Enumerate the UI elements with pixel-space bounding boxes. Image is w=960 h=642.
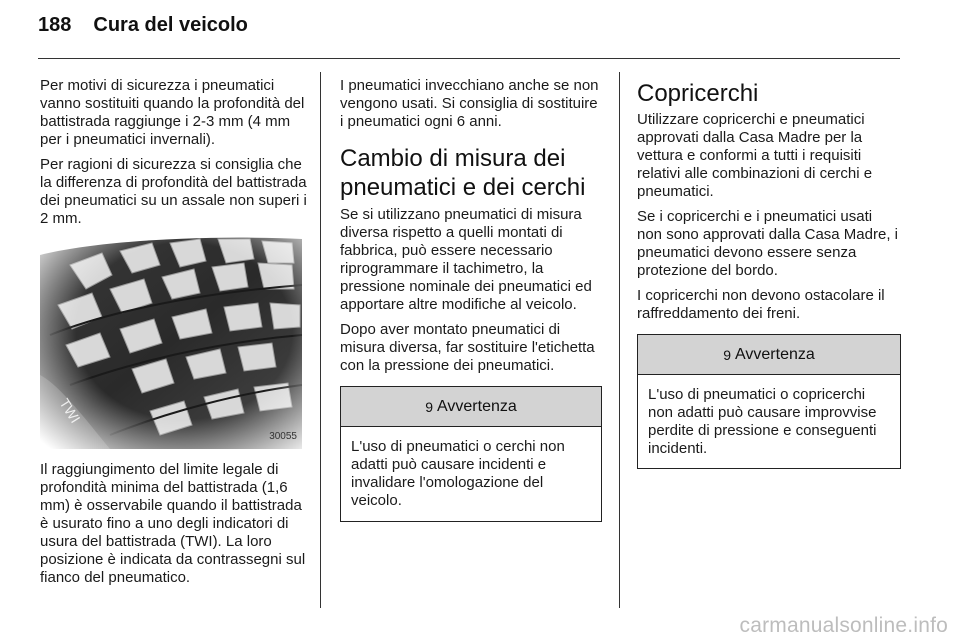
- paragraph-pressure-label: Dopo aver montato pneumatici di misura diversa, far sostituire l'etichetta con la pressione dei pneumatici.: [340, 321, 595, 374]
- paragraph-twi: Il raggiungimento del limite legale di profondità minima del battistrada (1,6 mm) è osservabile quando il battistrada è usurato fino a uno degli indicatori di usura del battistrada (TWI). La loro posizione è indicata da contrassegni sul fianco del pneumatico.: [40, 461, 306, 586]
- watermark: carmanualsonline.info: [739, 614, 948, 637]
- paragraph-different-size: Se si utilizzano pneumatici di misura diversa rispetto a quelli montati di fabbrica, può essere necessario riprogrammare il tachimetro, la pressione nominale dei pneumatici ed apportare altre modifiche al veicolo.: [340, 206, 592, 313]
- warning-text: L'uso di pneumatici o copricerchi non adatti può causare improvvise perdite di pressione e conseguenti incidenti.: [648, 386, 877, 457]
- paragraph-rim-protection: Se i copricerchi e i pneumatici usati non sono approvati dalla Casa Madre, i pneumatici devono essere senza protezione del bordo.: [637, 208, 898, 279]
- header-divider: [38, 58, 900, 59]
- tire-tread-illustration: [40, 235, 302, 449]
- warning-icon: 9: [723, 346, 732, 363]
- warning-header: [341, 387, 601, 427]
- page-number: 188: [38, 14, 72, 36]
- column-2: [340, 77, 602, 522]
- column-1: [40, 77, 308, 594]
- paragraph-tread-depth: Per motivi di sicurezza i pneumatici vanno sostituiti quando la profondità del battistrada raggiunge i 2-3 mm (4 mm per i pneumatici invernali).: [40, 77, 305, 148]
- column-3: [637, 77, 901, 469]
- warning-header: [638, 335, 900, 375]
- warning-box-hubcaps: [637, 334, 901, 469]
- paragraph-tire-aging: I pneumatici invecchiano anche se non vengono usati. Si consiglia di sostituire i pneumatici ogni 6 anni.: [340, 77, 599, 130]
- heading-hubcaps: Copricerchi: [637, 80, 759, 107]
- page-header: [38, 14, 248, 37]
- figure-code: 30055: [269, 431, 297, 442]
- paragraph-approved-hubcaps: Utilizzare copricerchi e pneumatici approvati dalla Casa Madre per la vettura e conformi a tutti i requisiti relativi alle combinazioni di cerchi e pneumatici.: [637, 111, 873, 200]
- tire-tread-figure: [40, 235, 302, 449]
- paragraph-axle-difference: Per ragioni di sicurezza si consiglia che la differenza di profondità del battistrada dei pneumatici su un assale non superi i 2 mm.: [40, 156, 307, 227]
- column-divider-2: [619, 72, 620, 608]
- warning-text: L'uso di pneumatici o cerchi non adatti può causare incidenti e invalidare l'omologazione del veicolo.: [351, 438, 565, 509]
- paragraph-brake-cooling: I copricerchi non devono ostacolare il raffreddamento dei freni.: [637, 287, 885, 322]
- warning-title: Avvertenza: [735, 345, 815, 363]
- column-divider-1: [320, 72, 321, 608]
- warning-box-tires-rims: [340, 386, 602, 522]
- warning-icon: 9: [425, 398, 434, 415]
- heading-size-change: Cambio di misura dei pneumatici e dei cerchi: [340, 145, 586, 201]
- warning-title: Avvertenza: [437, 397, 517, 415]
- section-title: Cura del veicolo: [93, 14, 248, 36]
